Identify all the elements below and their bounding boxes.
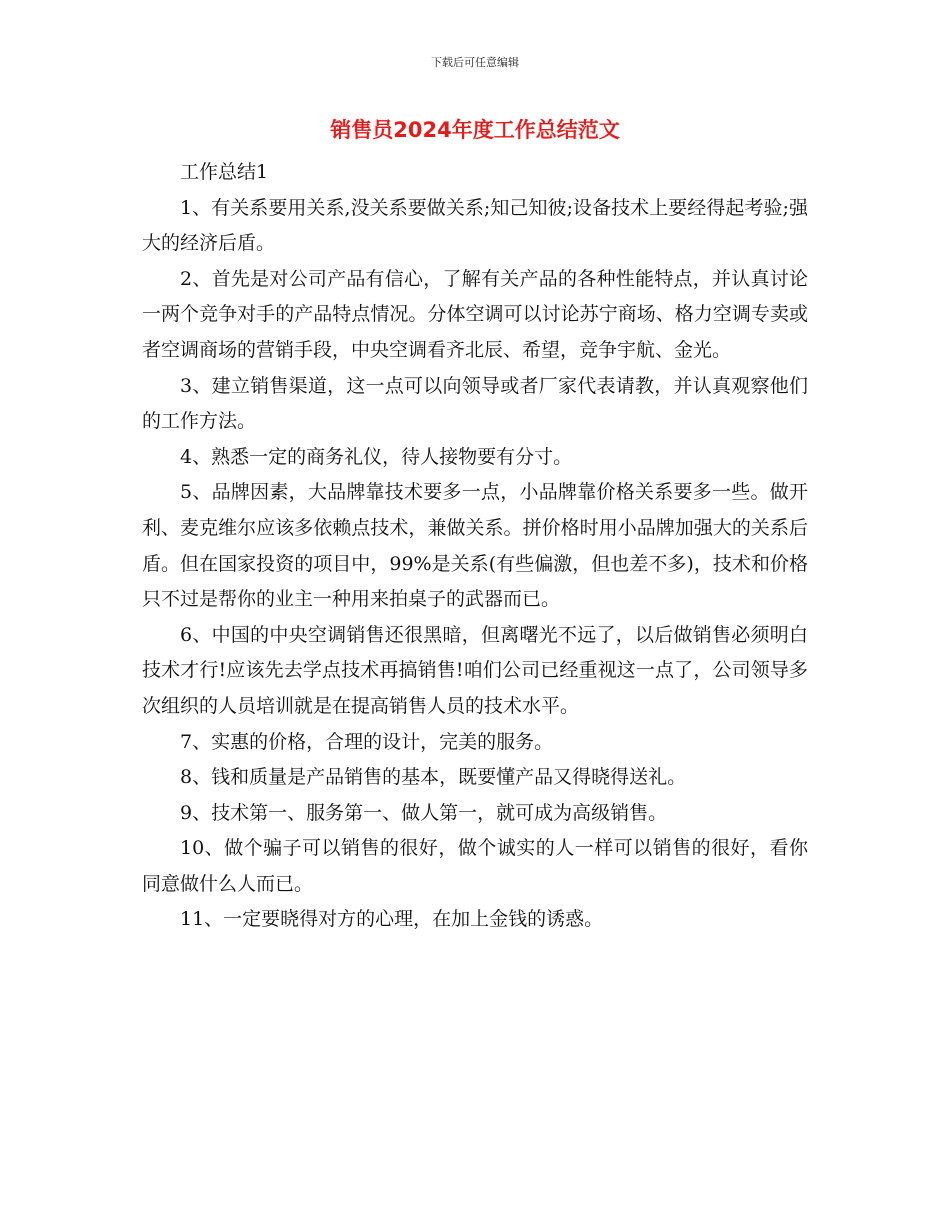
paragraph-2: 2、首先是对公司产品有信心，了解有关产品的各种性能特点，并认真讨论一两个竞争对手的产品特点情况。分体空调可以讨论苏宁商场、格力空调专卖或者空调商场的营销手段，中央空调看齐北辰、希望，竞争宇航、金光。 (142, 267, 808, 361)
paragraph-6: 6、中国的中央空调销售还很黑暗，但离曙光不远了，以后做销售必须明白技术才行!应该先去学点技术再搞销售!咱们公司已经重视这一点了，公司领导多次组织的人员培训就是在提高销售人员的技术水平。 (142, 623, 808, 717)
document-body (142, 155, 808, 938)
header-note: 下载后可任意编辑 (431, 56, 519, 69)
paragraph-10: 10、做个骗子可以销售的很好，做个诚实的人一样可以销售的很好，看你同意做什么人而已。 (142, 837, 808, 895)
document-title: 销售员2024年度工作总结范文 (330, 118, 620, 142)
section-heading: 工作总结1 (180, 161, 269, 183)
paragraph-9: 9、技术第一、服务第一、做人第一，就可成为高级销售。 (180, 801, 668, 824)
paragraph-1: 1、有关系要用关系,没关系要做关系;知己知彼;设备技术上要经得起考验;强大的经济后盾。 (142, 196, 808, 255)
paragraph-8: 8、钱和质量是产品销售的基本，既要懂产品又得晓得送礼。 (180, 766, 687, 789)
paragraph-11: 11、一定要晓得对方的心理，在加上金钱的诱惑。 (180, 908, 604, 931)
paragraph-5: 5、品牌因素，大品牌靠技术要多一点，小品牌靠价格关系要多一些。做开利、麦克维尔应该多依赖点技术，兼做关系。拼价格时用小品牌加强大的关系后盾。但在国家投资的项目中，99%是关系(有些偏激，但也差不多)，技术和价格只不过是帮你的业主一种用来拍桌子的武器而已。 (142, 481, 808, 611)
paragraph-3: 3、建立销售渠道，这一点可以向领导或者厂家代表请教，并认真观察他们的工作方法。 (142, 374, 808, 433)
paragraph-7: 7、实惠的价格，合理的设计，完美的服务。 (180, 730, 554, 753)
paragraph-4: 4、熟悉一定的商务礼仪，待人接物要有分寸。 (180, 445, 573, 468)
